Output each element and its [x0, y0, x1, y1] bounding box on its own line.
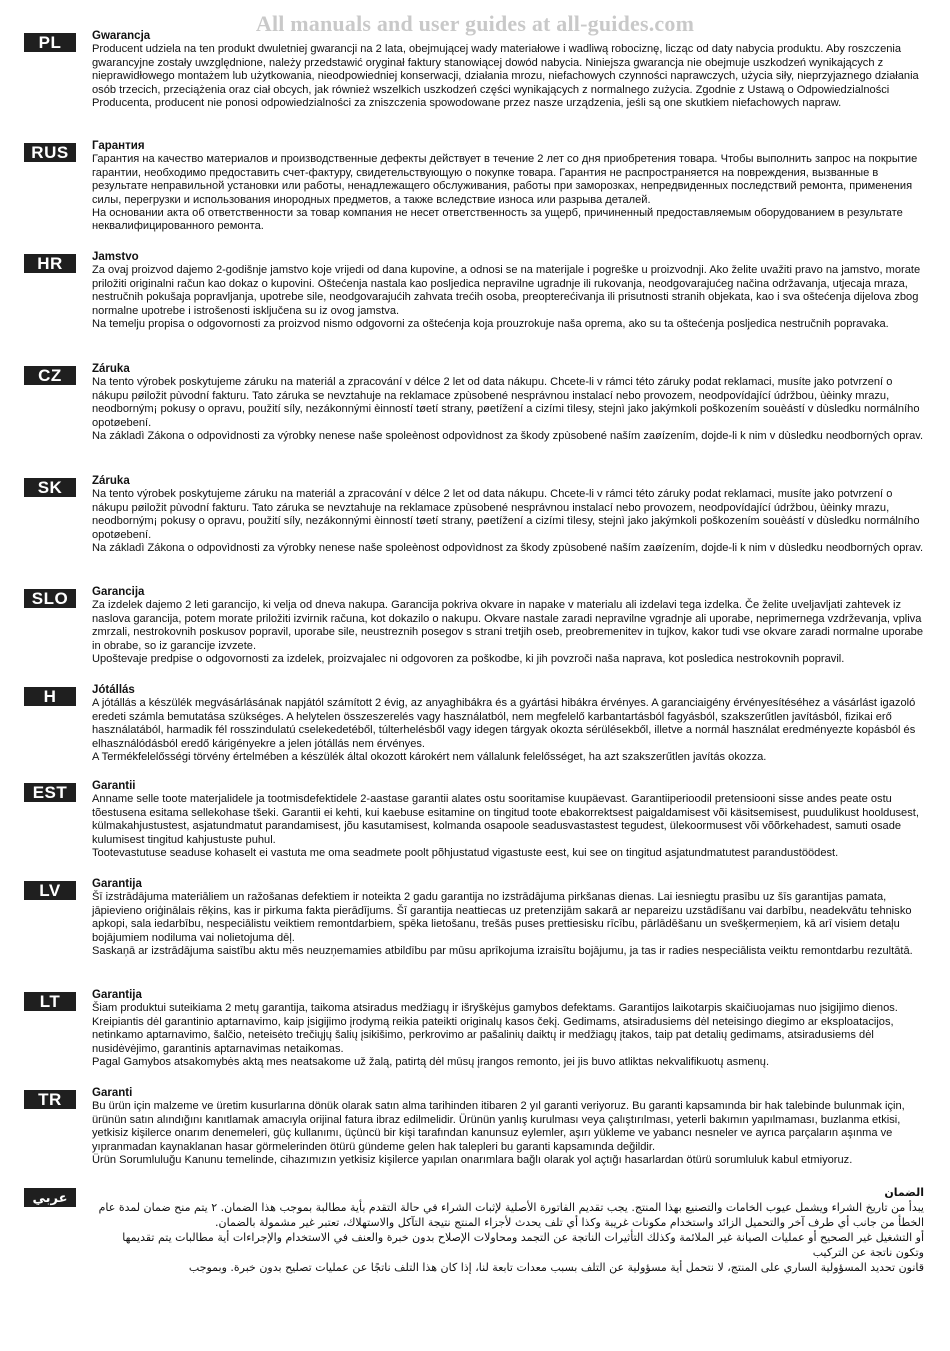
section-sk	[24, 475, 924, 555]
section-title: Garantija	[92, 878, 142, 890]
section-paragraph: Na tento výrobek poskytujeme záruku na materiál a zpracování v délce 2 let od data nákupu. Chcete-li v rámci této záruky podat reklamaci, musíte jako potvrzení o nákupu pøiložit pùvodní fakturu. Tato záruka se nevztahuje na reklamace zpùsobené nesprávnou instalací nebo provozem, neodpovídající údržbou, ùèinky mrazu, neodborným¡ pokusy o opravu, použití síly, nezákonnými èinností tøetí strany, pøetížení a cizími tìlesy, stejnì jako jakýmkoli poškozením souèástí v dùsledku normálního opotøebení.	[92, 376, 920, 429]
section-paragraph: Pagal Gamybos atsakomybės aktą mes neatsakome už žalą, patirtą dėl mūsų įrangos remonto, jei jis buvo atliktas nekvalifikuotų asmenų.	[92, 1056, 770, 1069]
section-title: الضمان	[884, 1186, 924, 1199]
section-paragraph: Na základì Zákona o odpovìdnosti za výrobky nenese naše spoleènost odpovìdnost za škody zpùsobené naším zaøízením, dojde-li k nim v dùsledku neodborných oprav.	[92, 430, 924, 443]
language-badge: EST	[24, 783, 76, 802]
section-tr	[24, 1087, 924, 1167]
language-badge: TR	[24, 1090, 76, 1109]
section-title: Jótállás	[92, 684, 135, 696]
section-title: Гарантия	[92, 140, 145, 152]
section-paragraph: На основании акта об ответственности за товар компания не несет ответственность за ущерб, причиненный предоставляемым оборудованием в результате неквалифицированного ремонта.	[92, 207, 903, 233]
language-badge: H	[24, 687, 76, 706]
section-rus	[24, 140, 924, 234]
section-paragraph: الخطأ من جانب أي طرف آخر والتحميل الزائد واستخدام مكونات غريبة وكذا أي تلف يحدث لأجزاء المنتج نتيجة التآكل والاستهلاك، تعتبر غير مشمولة بالضمان.	[215, 1216, 924, 1229]
section-slo	[24, 586, 924, 666]
watermark: All manuals and user guides at all-guides.com	[255, 11, 695, 36]
language-badge: SK	[24, 478, 76, 497]
section-lv	[24, 878, 924, 958]
section-paragraph: أو التشغيل غير الصحيح أو عمليات الصيانة غير الملائمة وكذلك التأثيرات الناتجة عن التجمد ومحاولات الإصلاح بدون خبرة والعنف في الاستخدام والإجراءات أية مطالبات يتم تقديمها وتكون ناتجة عن التركيب	[122, 1231, 924, 1259]
section-title: Gwarancja	[92, 30, 151, 42]
section-title: Jamstvo	[92, 251, 139, 263]
section-lt	[24, 989, 924, 1069]
section-paragraph: Saskaņā ar izstrādājuma saistību aktu mēs neuzņemamies atbildību par mūsu aprīkojuma izraisītu bojājumu, ja tas ir radies nespeciālista veiktu remontdarbu rezultātā.	[92, 945, 913, 958]
section-title: Garanti	[92, 1087, 133, 1099]
section-paragraph: Гарантия на качество материалов и производственные дефекты действует в течение 2 лет со дня приобретения товара. Чтобы выполнить запрос на покрытие гарантии, необходимо предоставить счет-фактуру, свидетельствующую о покупке товара. Гарантия не распространяется на повреждения, вызванные в результате неправильной установки или работы, ненадлежащего обслуживания, работы при заморозках, непредвиденных последствий ремонта, применения силы, перегрузки и использования инородных предметов, а также вследствие износа или разрыва деталей.	[92, 153, 918, 206]
section-title: Garancija	[92, 586, 145, 598]
section-h	[24, 684, 924, 764]
language-badge: CZ	[24, 366, 76, 385]
section-paragraph: A Termékfelelősségi törvény értelmében a készülék által okozott károkért nem vállalunk felelősséget, ha azt szakszerűtlen javítás okozza.	[92, 751, 767, 764]
section-paragraph: Tootevastutuse seaduse kohaselt ei vastuta me oma seadmete poolt põhjustatud vigastuste eest, kui see on tingitud asjatundmatutest parandustöödest.	[92, 847, 839, 860]
section-cz	[24, 363, 924, 443]
section-paragraph: قانون تحديد المسؤولية الساري على المنتج، لا نتحمل أية مسؤولية عن التلف بسبب معدات تابعة لنا، إذا كان هذا التلف ناتجًا عن عمليات تصليح بدون خبرة. وبموجب	[188, 1261, 924, 1274]
section-title: Záruka	[92, 475, 130, 487]
section-hr	[24, 251, 924, 331]
section-title: Záruka	[92, 363, 130, 375]
section-ar	[24, 1185, 924, 1275]
section-est	[24, 780, 924, 860]
section-paragraph: Za ovaj proizvod dajemo 2-godišnje jamstvo koje vrijedi od dana kupovine, a odnosi se na materijale i pogreške u proizvodnji. Ako želite uvažiti pravo na jamstvo, morate priložiti originalni račun kao dokaz o kupovini. Oštećenja nastala kao posljedica nepravilne ugradnje ili rukovanja, neodgovarajućeg načina održavanja, utjecaja mraza, nestručnih pokušaja popravljanja, upotrebe sile, neodgovarajućih zahvata trećih osoba, preopterećivanja ili prisutnosti stranih objekata, kao i sva oštećenja dijelova zbog normalne upotrebe i istrošenosti isključena su iz ovog jamstva.	[92, 264, 921, 317]
language-badge: PL	[24, 33, 76, 52]
language-badge: SLO	[24, 589, 76, 608]
section-paragraph: A jótállás a készülék megvásárlásának napjától számított 2 évig, az anyaghibákra és a gyártási hibákra érvényes. A garanciaigény érvényesítéséhez a vásárlást igazoló eredeti számla bemutatása szükséges. A helytelen összeszerelés vagy használatból, nem megfelelő karbantartásból fagyásból, szakszerűtlen javításból, fizikai erő használatából, harmadik fél rosszindulatú cselekedetéből, túlterhelésből vagy idegen tárgyak okozta sérülésekből, illetve a normál használat eredményezte kopásból és elhasználódásból eredő kárigényekre a jelen jótállás nem érvényes.	[92, 697, 916, 750]
section-paragraph: Producent udziela na ten produkt dwuletniej gwarancji na 2 lata, obejmującej wady materiałowe i wadliwą robociznę, licząc od daty nabycia produktu. Aby roszczenia gwarancyjne zostały uwzględnione, należy przedstawić oryginał faktury stanowiącej dowód nabycia. Niniejsza gwarancja nie obejmuje uszkodzeń wynikających z nieprawidłowego montażem lub użytkowania, nieodpowiedniej konserwacji, działania mrozu, niefachowych czynności naprawczych, użycia siły, nieprzyjaznego działania osób trzecich, przeciążenia oraz ciał obcych, jak również wszelkich uszkodzeń części wynikających z normalnego zużycia. Zgodnie z Ustawą o Odpowiedzialności Producenta, producent nie ponosi odpowiedzialności za zniszczenia spowodowane przez nasze urządzenia, jeśli są one skutkiem niefachowych napraw.	[92, 43, 919, 110]
section-paragraph: Na tento výrobek poskytujeme záruku na materiál a zpracování v délce 2 let od data nákupu. Chcete-li v rámci této záruky podat reklamaci, musíte jako potvrzení o nákupu pøiložit pùvodní fakturu. Tato záruka se nevztahuje na reklamace zpùsobené nesprávnou instalací nebo provozem, neodpovídající údržbou, ùèinky mrazu, neodborným¡ pokusy o opravu, použití síly, nezákonnými èinností tøetí strany, pøetížení a cizími tìlesy, stejnì jako jakýmkoli poškozením souèástí v dùsledku normálního opotøebení.	[92, 488, 920, 541]
language-badge: RUS	[24, 143, 76, 162]
language-badge: عربي	[24, 1188, 76, 1207]
section-paragraph: Bu ürün için malzeme ve üretim kusurlarına dönük olarak satın alma tarihinden itibaren 2 yıl garanti veriyoruz. Bu garanti kapsamında bir hak talebinde bulunmak için, ürünün satın alındığını kanıtlamak amacıyla orijinal fatura ibraz edilmelidir. Ürünün yanlış kurulması veya çalıştırılması, yeterli bakımın yapılmaması, buzlanma etkisi, yetkisiz kişilerce onarım denemeleri, güç kullanımı, üçüncü bir kişi tarafından kanunsuz eylemler, aşırı yükleme ve yabancı nesneler ve ayrıca parçaların aşınma ve yıpranmadan kaynaklanan hasar görmelerinden ötürü gündeme gelen hak talepleri bu garanti kapsamında değildir.	[92, 1100, 905, 1153]
section-paragraph: Upoštevaje predpise o odgovornosti za izdelek, proizvajalec ni odgovoren za poškodbe, ki jih povzroči naša naprava, kot posledica nestrokovnih popravil.	[92, 653, 845, 666]
section-paragraph: Šī izstrādājuma materiāliem un ražošanas defektiem ir noteikta 2 gadu garantija no izstrādājuma pirkšanas dienas. Lai iesniegtu prasību uz šīs garantijas pamata, jāpievieno oriģinālais rēķins, kas ir pirkuma fakta pierādījums. Šī garantija neattiecas uz pretenzijām sakarā ar nepareizu uzstādīšanu vai darbību, neadekvātu tehnisko apkopi, sala iedarbību, nespeciālistu veiktiem remontdarbiem, spēka lietošanu, trešās puses prettiesisku rīcību, pārlādēšanu un svešķermeņiem, kā arī visiem detaļu bojājumiem nodiluma vai nolietojuma dēļ.	[92, 891, 912, 944]
section-paragraph: Za izdelek dajemo 2 leti garancijo, ki velja od dneva nakupa. Garancija pokriva okvare in napake v materialu ali izdelavi tega izdelka. Če želite uveljavljati zahtevek iz naslova garancija, potem morate priložiti izvirnik računa, kot dokazilo o nakupu. Okvare nastale zaradi nepravilne vgradnje ali uporabe, neprimernega vzdrževanja, vpliva zmrzali, nestrokovnih poskusov popravil, uporabe sile, neustreznih posegov s strani tretjih oseb, preobremenitev in tujkov, kakor tudi vse okvare zaradi normalne uporabe in obrabe, so iz garancije izvzete.	[92, 599, 924, 652]
section-title: Garantii	[92, 780, 136, 792]
section-paragraph: Anname selle toote materjalidele ja tootmisdefektidele 2-aastase garantii alates ostu sooritamise kuupäevast. Garantiiperioodil pretensiooni sisse andes peate ostu tõestusena esitama sellekohase tšeki. Garantii ei kehti, kui kaebuse esitamine on tingitud toote ebakorrektsest paigaldamisest või käsitsemisest, puudulikust hooldusest, külmakahjustustest, asjatundmatut parandamisest, jõu kasutamisest, kolmanda osapoole seadusvastastest tegudest, ülekoormusest või võõrkehadest, samuti osade kulumisest tingitud kahjustuste puhul.	[92, 793, 919, 846]
section-paragraph: Šiam produktui suteikiama 2 metų garantija, taikoma atsiradus medžiagų ir išryškėjus gamybos defektams. Garantijos laikotarpis skaičiuojamas nuo įsigijimo dienos. Kreipiantis dėl garantinio aptarnavimo, kaip įsigijimo įrodymą reikia pateikti originalų kasos čekį. Gedimams, atsiradusiems dėl neteisingo diegimo ar eksploatacijos, netinkamo aptarnavimo, šalčio, neteisėto trečiųjų šalių įsikišimo, perkrovimo ar pašalinių daiktų ir medžiagų įtakos, taip pat detalių gedimams, atsiradusiems dėl nusidėvėjimo, garantinis aptarnavimas netaikomas.	[92, 1002, 898, 1055]
section-title: Garantija	[92, 989, 142, 1001]
section-pl	[24, 30, 924, 110]
section-paragraph: Ürün Sorumluluğu Kanunu temelinde, cihazımızın yetkisiz kişilerce yapılan onarımlara bağlı olarak yol açtığı hasarlardan ötürü sorumluluk kabul etmiyoruz.	[92, 1154, 853, 1167]
language-badge: LV	[24, 881, 76, 900]
section-paragraph: Na temelju propisa o odgovornosti za proizvod nismo odgovorni za oštećenja koja prouzrokuje naša oprema, ako su ta oštećenja posljedica nestručnih popravaka.	[92, 318, 889, 331]
section-paragraph: Na základì Zákona o odpovìdnosti za výrobky nenese naše spoleènost odpovìdnost za škody zpùsobené naším zaøízením, dojde-li k nim v dùsledku neodborných oprav.	[92, 542, 924, 555]
language-badge: HR	[24, 254, 76, 273]
language-badge: LT	[24, 992, 76, 1011]
section-paragraph: يبدأ من تاريخ الشراء ويشمل عيوب الخامات والتصنيع بهذا المنتج. يجب تقديم الفاتورة الأصلية لإثبات الشراء في حالة التقدم بأية مطالبة بموجب هذا الضمان. ٢ يتم منح ضمان لمدة عام	[98, 1201, 924, 1214]
